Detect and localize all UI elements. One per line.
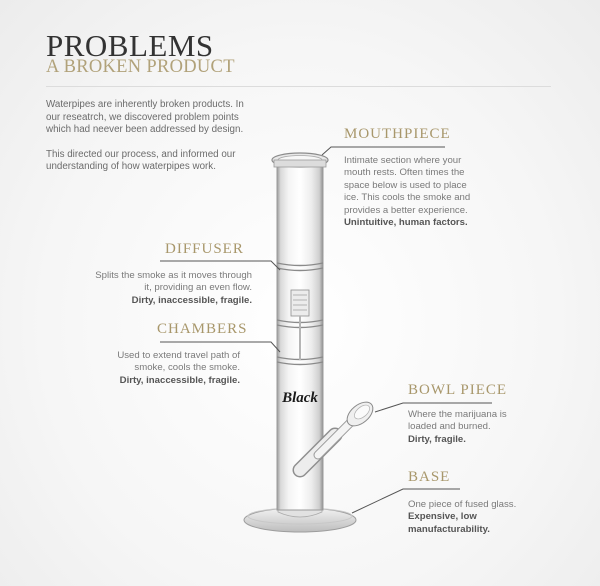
bowl-piece-description [408,409,520,446]
chambers-text: Used to extend travel path of smoke, cools the smoke. [117,350,240,374]
diffuser-description [90,270,252,307]
page-title: PROBLEMS [46,28,214,63]
mouthpiece-heading: MOUTHPIECE [344,126,451,142]
mouthpiece-text: Intimate section where your mouth rests. Often times the space below is used to place ice. This cools the smoke and provides a better experience. [344,155,471,216]
page-subtitle: A BROKEN PRODUCT [46,57,235,77]
base-description [408,499,520,536]
brand-logo-label [281,390,318,406]
bowl-piece-problem: Dirty, fragile. [408,433,466,445]
chambers-description [95,350,240,387]
chambers-problem: Dirty, inaccessible, fragile. [119,374,240,386]
bowl-piece-text: Where the marijuana is loaded and burned. [408,409,507,433]
base-text: One piece of fused glass. [408,499,517,510]
intro-paragraph-2: This directed our process, and informed our understanding of how waterpipes work. [46,148,236,172]
base-problem: Expensive, low manufacturability. [408,511,490,535]
chambers-heading: CHAMBERS [157,321,248,337]
intro-paragraph-1: Waterpipes are inherently broken products. In our reseatrch, we discovered problem points which had neever been addressed by design. [46,99,244,135]
mouthpiece-shape [272,153,328,167]
diffuser-leader [160,261,280,270]
mouthpiece-description [344,155,479,229]
mouthpiece-leader [322,147,445,155]
mouthpiece-problem: Unintuitive, human factors. [344,217,468,229]
bowl-piece-heading: BOWL PIECE [408,382,508,398]
diffuser-problem: Dirty, inaccessible, fragile. [131,294,252,306]
brand-logo-text: Black [282,390,318,406]
diffuser-heading: DIFFUSER [165,241,244,257]
base-heading: BASE [408,469,451,485]
diffuser-text: Splits the smoke as it moves through it, providing an even flow. [95,270,252,294]
